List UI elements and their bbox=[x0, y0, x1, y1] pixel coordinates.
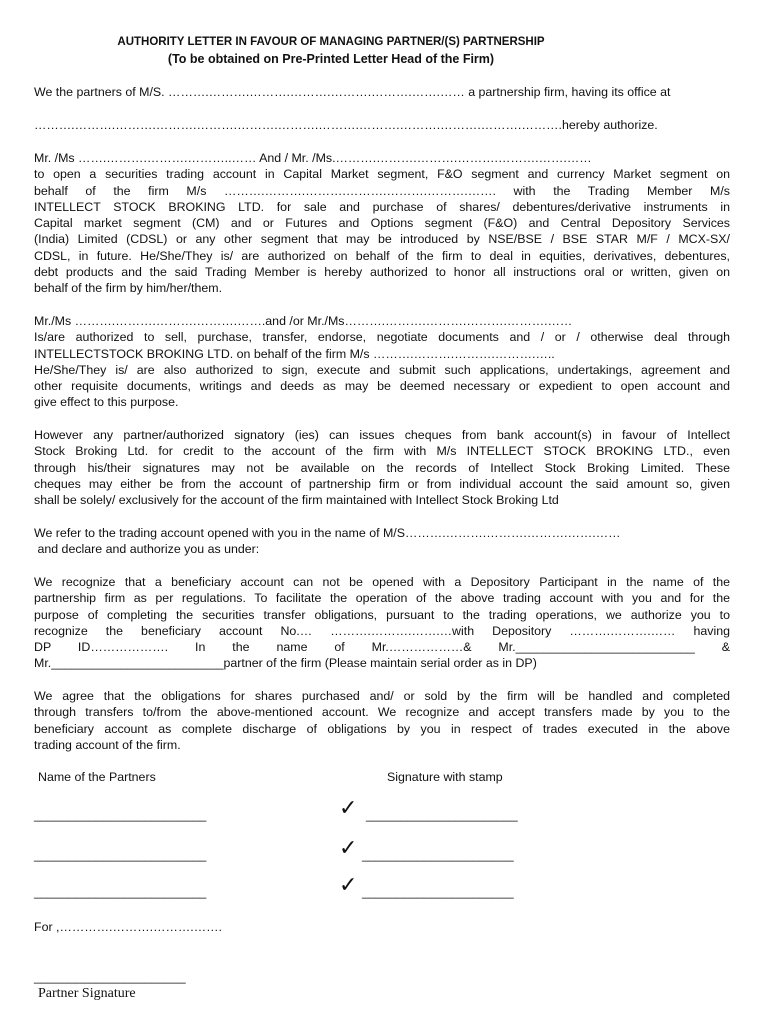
text-line: purpose of completing the securities transfer obligations, pursuant to the trading operations, we authorize you to bbox=[34, 607, 730, 622]
paragraph-trading-account bbox=[34, 525, 730, 558]
text-line: through his/their signatures may not be available on the records of Intellect Stock Broking Limited. These bbox=[34, 460, 730, 475]
text-line: We refer to the trading account opened with you in the name of M/S……….……….……….……….…….…… bbox=[34, 526, 621, 540]
text-line: Stock Broking Ltd. for credit to the account of the firm with M/s INTELLECT STOCK BROKING LTD., even bbox=[34, 444, 730, 459]
partner-signature-label: Partner Signature bbox=[38, 986, 136, 1001]
paragraph-dealing bbox=[34, 313, 730, 411]
letter-subtitle: (To be obtained on Pre-Printed Letter Head of the Firm) bbox=[167, 52, 495, 66]
text-line: recognize the beneficiary account No.… ……….……….…….…with Depository ……….……….…… having bbox=[34, 623, 730, 638]
paragraph-obligations bbox=[34, 688, 730, 753]
partner-name-field-3[interactable]: _________________________ bbox=[34, 885, 207, 899]
text-line: CDSL, in future. He/She/They is/ are authorized on behalf of the firm to deal in equities, derivatives, debentures, bbox=[34, 248, 730, 263]
text-line: (India) Limited (CDSL) or any other segment that may be introduced by NSE/BSE / BSE STAR M/F / MCX-SX/ bbox=[34, 232, 730, 247]
text-line: However any partner/authorized signatory (ies) can issues cheques from bank account(s) in favour of Intellect bbox=[34, 428, 730, 442]
text-line: to open a securities trading account in Capital Market segment, F&O segment and currency Market segment on bbox=[34, 167, 730, 182]
text-line: beneficiary account as complete discharge of obligations by you in respect of trades executed in the above bbox=[34, 721, 730, 736]
text-line: Is/are authorized to sell, purchase, transfer, endorse, negotiate documents and / or / otherwise deal through bbox=[34, 330, 730, 345]
text-line: trading account of the firm. bbox=[34, 737, 181, 752]
text-line: Capital market segment (CM) and or Futures and Options segment (F&O) and Central Depository Services bbox=[34, 216, 730, 231]
text-line: behalf of the firm M/s ……….……….……….……….……….……….……. with the Trading Member M/s bbox=[34, 183, 730, 198]
check-icon: ✓ bbox=[339, 873, 358, 898]
intro-line-1: We the partners of M/S. ……….……….……….……….……….……….…….…… a partnership firm, having its office at bbox=[34, 85, 671, 99]
partner-signature-field-3[interactable]: ______________________ bbox=[362, 885, 514, 899]
partner-signature-field-2[interactable]: ______________________ bbox=[362, 848, 514, 862]
letter-title: AUTHORITY LETTER IN FAVOUR OF MANAGING PARTNER/(S) PARTNERSHIP bbox=[117, 36, 545, 48]
name-of-partners-heading: Name of the Partners bbox=[38, 770, 156, 784]
check-icon: ✓ bbox=[339, 796, 358, 821]
text-line: INTELLECTSTOCK BROKING LTD. on behalf of the firm M/s ……….……….……….……….….. bbox=[34, 346, 555, 361]
text-line: cheques may either be from the account of partnership firm or from individual account the said amount so, given bbox=[34, 476, 730, 491]
intro-line-2: ……….……….……….……….……….……….……….……….……….……….……….……….……….hereby authorize. bbox=[34, 118, 658, 132]
for-firm-line: For ,………….……….……….……. bbox=[34, 920, 222, 934]
partner-name-field-1[interactable]: _________________________ bbox=[34, 808, 207, 822]
text-line: Mr./Ms ……….……….……….……….…….and /or Mr./Ms……….……….……….……….……….…… bbox=[34, 314, 573, 328]
text-line: Mr. /Ms …….……….……….………..…… And / Mr. /Ms.……….……….……….……….……….…….…… bbox=[34, 151, 592, 165]
text-line: partnership firm as per regulations. To facilitate the operation of the above trading account with you and for the bbox=[34, 591, 730, 606]
signature-with-stamp-heading: Signature with stamp bbox=[387, 770, 503, 784]
text-line: He/She/They is/ are also authorized to sign, execute and submit such applications, undertakings, agreement and bbox=[34, 362, 730, 377]
text-line: through transfers to/from the above-mentioned account. We recognize and accept transfers made by you to the bbox=[34, 705, 730, 720]
partner-signature-field-1[interactable]: ______________________ bbox=[366, 808, 518, 822]
text-line: We recognize that a beneficiary account can not be opened with a Depository Participant in the name of the bbox=[34, 575, 730, 589]
text-line: behalf of the firm by him/her/them. bbox=[34, 281, 223, 296]
partner-signature-field[interactable]: ______________________ bbox=[34, 970, 186, 984]
text-line: We agree that the obligations for shares purchased and/ or sold by the firm will be handled and completed bbox=[34, 689, 730, 703]
check-icon: ✓ bbox=[339, 836, 358, 861]
text-line: Mr._________________________partner of the firm (Please maintain serial order as in DP) bbox=[34, 656, 537, 671]
text-line: shall be solely/ exclusively for the account of the firm maintained with Intellect Stock Broking Ltd bbox=[34, 493, 559, 508]
text-line: INTELLECT STOCK BROKING LTD. for sale and purchase of shares/ debentures/derivative instruments in bbox=[34, 199, 730, 214]
paragraph-authorization bbox=[34, 150, 730, 297]
text-line: other requisite documents, writings and deeds as may be deemed necessary or expedient to open account and bbox=[34, 379, 730, 394]
text-line: DP ID………………. In the name of Mr.………………& Mr.__________________________ & bbox=[34, 640, 730, 655]
paragraph-beneficiary bbox=[34, 574, 730, 672]
text-line: and declare and authorize you as under: bbox=[34, 542, 260, 557]
text-line: debt products and the said Trading Member is hereby authorized to honor all instructions oral or written, given on bbox=[34, 265, 730, 280]
paragraph-cheques bbox=[34, 427, 730, 508]
partner-name-field-2[interactable]: _________________________ bbox=[34, 848, 207, 862]
text-line: give effect to this purpose. bbox=[34, 395, 179, 410]
